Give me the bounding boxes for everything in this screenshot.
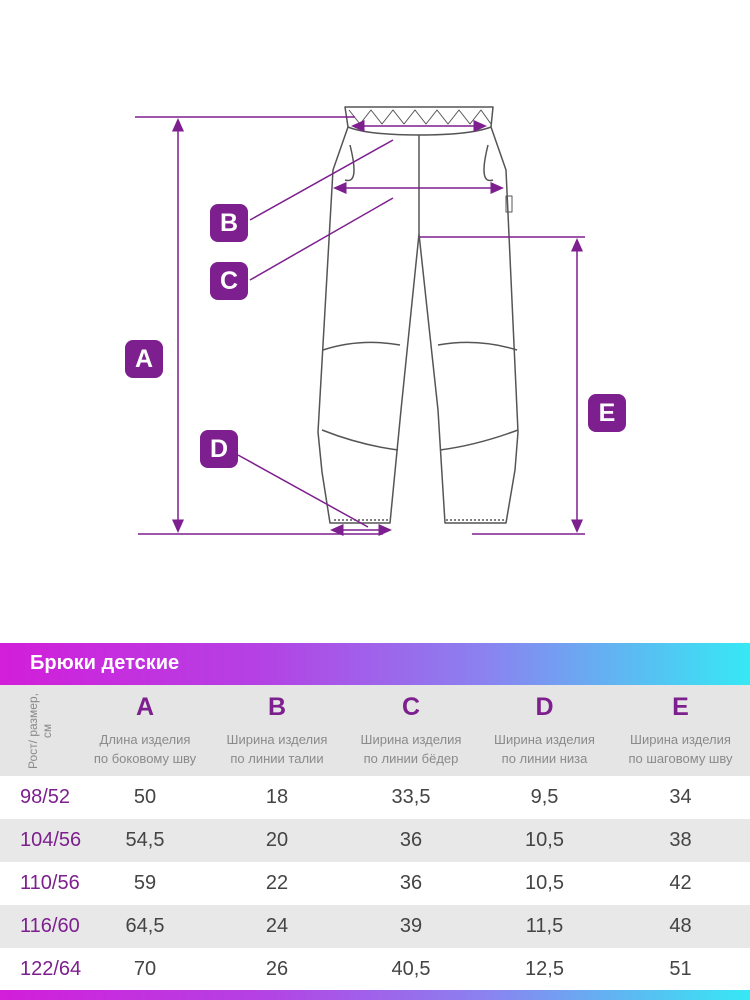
bottom-gradient-bar [0,990,750,1000]
table-row [0,776,750,819]
value-cell: 40,5 [391,958,431,980]
header-c [344,685,478,776]
size-cell: 116/60 [0,905,80,948]
value-cell: 38 [611,819,750,862]
column-letter: D [535,693,554,721]
size-cell: 98/52 [20,786,71,808]
value-cell: 12,5 [525,958,564,980]
value-cell: 22 [265,872,289,894]
table-row [0,819,750,862]
size-cell: 110/56 [20,872,80,894]
value-cell: 20 [210,819,344,862]
value-cell: 26 [265,958,289,980]
size-table [0,685,750,991]
table-row [0,948,750,991]
column-letter: E [672,693,689,721]
value-cell: 70 [133,958,157,980]
size-column-label: Рост/ размер, см [26,692,54,769]
column-desc: по шаговому шву [628,751,733,766]
value-cell: 34 [669,786,692,808]
header-e [611,685,750,776]
badge-e: E [588,394,626,432]
value-cell: 64,5 [80,905,210,948]
value-cell: 10,5 [478,819,611,862]
value-cell: 36 [344,819,478,862]
size-cell: 122/64 [20,958,82,980]
value-cell: 50 [133,786,157,808]
column-desc: Ширина изделия [494,732,595,747]
badge-d: D [200,430,238,468]
value-cell: 9,5 [530,786,559,808]
column-desc: Длина изделия [99,732,191,747]
column-desc: Ширина изделия [360,732,462,747]
header-a [80,685,210,776]
column-desc: Ширина изделия [630,732,731,747]
value-cell: 39 [344,905,478,948]
value-cell: 36 [399,872,423,894]
badge-b: B [210,204,248,242]
badge-a: A [125,340,163,378]
value-cell: 59 [133,872,157,894]
table-title: Брюки детские [30,652,180,674]
value-cell: 42 [669,872,692,894]
column-letter: A [135,693,155,721]
column-desc: по боковому шву [93,751,197,766]
value-cell: 18 [265,786,289,808]
column-desc: по линии талии [230,751,324,766]
table-row [0,905,750,948]
column-desc: по линии бёдер [363,751,459,766]
header-d [478,685,611,776]
table-row [0,862,750,905]
value-cell: 48 [611,905,750,948]
value-cell: 33,5 [391,786,431,808]
column-desc: по линии низа [501,751,588,766]
value-cell: 10,5 [525,872,564,894]
badge-c: C [210,262,248,300]
header-b [210,685,344,776]
column-desc: Ширина изделия [226,732,328,747]
table-title-banner [0,643,750,685]
value-cell: 11,5 [478,905,611,948]
column-letter: C [401,693,421,721]
column-letter: B [267,693,287,721]
value-cell: 54,5 [80,819,210,862]
size-cell: 104/56 [0,819,80,862]
value-cell: 51 [669,958,692,980]
header-size [0,685,80,776]
size-table-header [0,685,750,776]
value-cell: 24 [210,905,344,948]
